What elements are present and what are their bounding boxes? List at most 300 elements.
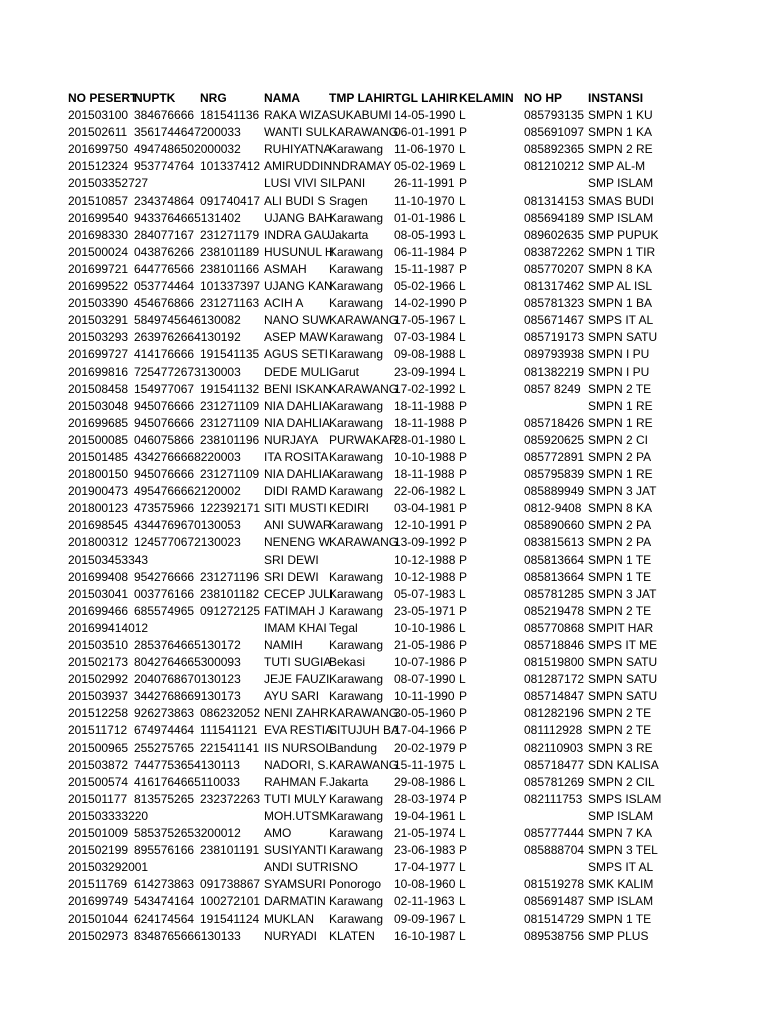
- cell-nama[interactable]: NADORI, S.: [264, 757, 329, 772]
- cell-nama[interactable]: ANI SUWAR: [264, 518, 332, 533]
- cell-instansi[interactable]: SMPN 1 TIR: [588, 244, 656, 259]
- cell-nuptk[interactable]: 8348765666130133: [134, 928, 241, 943]
- cell-no-hp[interactable]: 0857 8249: [524, 381, 581, 396]
- cell-tmp-lahir[interactable]: INDRAMAY: [329, 159, 392, 174]
- cell-tmp-lahir[interactable]: Karawang: [329, 603, 384, 618]
- cell-no-hp[interactable]: 085888704: [524, 843, 585, 858]
- cell-no-peserta[interactable]: 201699685: [68, 415, 129, 430]
- cell-kelamin[interactable]: P: [459, 791, 468, 806]
- cell-nuptk[interactable]: 154977067: [134, 381, 195, 396]
- cell-tmp-lahir[interactable]: Karawang: [329, 449, 384, 464]
- cell-no-hp[interactable]: 085777444: [524, 826, 585, 841]
- cell-nuptk[interactable]: 284077167: [134, 227, 195, 242]
- cell-nrg[interactable]: 238101182: [200, 586, 260, 601]
- cell-no-peserta[interactable]: 201503100: [68, 108, 129, 123]
- cell-no-hp[interactable]: 085920625: [524, 432, 585, 447]
- cell-nuptk[interactable]: 614273863: [134, 877, 195, 892]
- cell-no-hp[interactable]: 085795839: [524, 467, 585, 482]
- cell-nuptk[interactable]: 414176666: [134, 347, 195, 362]
- cell-nrg[interactable]: 091738867: [200, 877, 261, 892]
- cell-kelamin[interactable]: P: [459, 706, 468, 721]
- header-nuptk[interactable]: NUPTK: [134, 91, 176, 105]
- cell-tgl-lahir[interactable]: 10-10-1988: [394, 449, 456, 464]
- cell-nama[interactable]: MOH.UTSM: [264, 808, 330, 823]
- cell-instansi[interactable]: SMPS IT AL: [588, 860, 654, 875]
- cell-instansi[interactable]: SMPN 3 TEL: [588, 843, 658, 858]
- cell-nuptk[interactable]: 4947486502000032: [134, 142, 241, 157]
- cell-no-hp[interactable]: 081514729: [524, 911, 585, 926]
- cell-tmp-lahir[interactable]: Karawang: [329, 398, 384, 413]
- cell-tmp-lahir[interactable]: Karawang: [329, 586, 384, 601]
- cell-nama[interactable]: LUSI VIVI SILPANI: [264, 176, 366, 191]
- cell-tgl-lahir[interactable]: 30-05-1960: [394, 706, 456, 721]
- cell-no-peserta[interactable]: 201502199: [68, 843, 129, 858]
- cell-instansi[interactable]: SMP PUPUK: [588, 227, 659, 242]
- cell-no-peserta[interactable]: 201699750: [68, 142, 129, 157]
- cell-nrg[interactable]: 100272101: [200, 894, 261, 909]
- cell-kelamin[interactable]: L: [459, 484, 466, 499]
- cell-tmp-lahir[interactable]: Tegal: [329, 620, 358, 635]
- cell-tmp-lahir[interactable]: Karawang: [329, 808, 384, 823]
- cell-kelamin[interactable]: P: [459, 569, 468, 584]
- cell-tmp-lahir[interactable]: Karawang: [329, 347, 384, 362]
- header-no-hp[interactable]: NO HP: [524, 91, 563, 105]
- cell-nuptk[interactable]: 1245770672130023: [134, 535, 241, 550]
- cell-no-hp[interactable]: 083872262: [524, 244, 585, 259]
- cell-tgl-lahir[interactable]: 10-08-1960: [394, 877, 456, 892]
- cell-tmp-lahir[interactable]: Karawang: [329, 672, 384, 687]
- cell-nrg[interactable]: 231271163: [200, 296, 260, 311]
- cell-nuptk[interactable]: 4161764665110033: [134, 774, 240, 789]
- cell-no-peserta[interactable]: 201503453343: [68, 552, 149, 567]
- cell-nuptk[interactable]: 624174564: [134, 911, 195, 926]
- cell-nuptk[interactable]: 945076666: [134, 398, 195, 413]
- cell-tgl-lahir[interactable]: 23-09-1994: [394, 364, 456, 379]
- cell-instansi[interactable]: SMPN SATU: [588, 689, 658, 704]
- cell-no-peserta[interactable]: 201503937: [68, 689, 129, 704]
- cell-tgl-lahir[interactable]: 21-05-1974: [394, 826, 456, 841]
- cell-no-peserta[interactable]: 201512258: [68, 706, 129, 721]
- cell-no-peserta[interactable]: 201699816: [68, 364, 129, 379]
- cell-no-hp[interactable]: 081210212: [524, 159, 585, 174]
- cell-nuptk[interactable]: 4954766662120002: [134, 484, 241, 499]
- cell-nama[interactable]: CECEP JULI: [264, 586, 334, 601]
- cell-kelamin[interactable]: L: [459, 313, 466, 328]
- cell-tmp-lahir[interactable]: Karawang: [329, 826, 384, 841]
- cell-instansi[interactable]: SMPN 1 KA: [588, 125, 653, 140]
- cell-kelamin[interactable]: L: [459, 620, 466, 635]
- cell-instansi[interactable]: SMAS BUDI: [588, 193, 655, 208]
- cell-no-peserta[interactable]: 201503292001: [68, 860, 149, 875]
- cell-no-peserta[interactable]: 201502611: [68, 125, 128, 140]
- cell-nuptk[interactable]: 043876266: [134, 244, 195, 259]
- cell-nrg[interactable]: 238101191: [200, 843, 260, 858]
- cell-tgl-lahir[interactable]: 18-11-1988: [394, 467, 455, 482]
- cell-kelamin[interactable]: P: [459, 261, 468, 276]
- cell-kelamin[interactable]: L: [459, 808, 466, 823]
- cell-no-hp[interactable]: 082111753: [524, 791, 583, 806]
- cell-kelamin[interactable]: P: [459, 501, 468, 516]
- cell-tgl-lahir[interactable]: 15-11-1975: [394, 757, 455, 772]
- cell-tmp-lahir[interactable]: KARAWANG: [329, 535, 399, 550]
- cell-tgl-lahir[interactable]: 21-05-1986: [394, 638, 456, 652]
- cell-tmp-lahir[interactable]: Karawang: [329, 296, 384, 311]
- cell-tgl-lahir[interactable]: 10-12-1988: [394, 569, 456, 584]
- cell-nama[interactable]: AGUS SETI: [264, 347, 329, 362]
- cell-nuptk[interactable]: 384676666: [134, 108, 195, 123]
- cell-nama[interactable]: ASEP MAW: [264, 330, 329, 345]
- cell-nuptk[interactable]: 5853752653200012: [134, 826, 241, 841]
- cell-tmp-lahir[interactable]: Karawang: [329, 244, 384, 259]
- cell-nama[interactable]: INDRA GAU: [264, 227, 331, 242]
- cell-instansi[interactable]: SMPN 3 JAT: [588, 484, 657, 499]
- cell-no-hp[interactable]: 081314153: [524, 193, 585, 208]
- cell-tmp-lahir[interactable]: Jakarta: [329, 227, 369, 242]
- cell-instansi[interactable]: SMPN 2 RE: [588, 142, 653, 157]
- cell-no-peserta[interactable]: 201698545: [68, 518, 129, 533]
- cell-no-hp[interactable]: 089602635: [524, 227, 585, 242]
- cell-no-peserta[interactable]: 201512324: [68, 159, 129, 174]
- cell-no-peserta[interactable]: 201503510: [68, 638, 129, 652]
- cell-no-hp[interactable]: 089793938: [524, 347, 585, 362]
- cell-kelamin[interactable]: P: [459, 535, 468, 550]
- cell-nuptk[interactable]: 3561744647200033: [134, 125, 241, 140]
- cell-tmp-lahir[interactable]: Sragen: [329, 193, 368, 208]
- cell-instansi[interactable]: SMPN 2 PA: [588, 518, 652, 533]
- cell-nama[interactable]: ACIH A: [264, 296, 304, 311]
- cell-no-peserta[interactable]: 201800150: [68, 467, 129, 482]
- cell-tgl-lahir[interactable]: 14-05-1990: [394, 108, 456, 123]
- cell-nuptk[interactable]: 454676866: [134, 296, 195, 311]
- cell-nama[interactable]: RAKA WIZA: [264, 108, 330, 123]
- cell-kelamin[interactable]: P: [459, 296, 468, 311]
- cell-nama[interactable]: IIS NURSOL: [264, 740, 333, 755]
- cell-no-peserta[interactable]: 201800123: [68, 501, 129, 516]
- cell-no-peserta[interactable]: 201502973: [68, 928, 129, 943]
- cell-kelamin[interactable]: L: [459, 757, 466, 772]
- cell-tgl-lahir[interactable]: 06-11-1984: [394, 244, 455, 259]
- cell-no-hp[interactable]: 081519800: [524, 655, 585, 670]
- cell-tmp-lahir[interactable]: Karawang: [329, 518, 384, 533]
- cell-tmp-lahir[interactable]: Karawang: [329, 638, 384, 652]
- cell-tmp-lahir[interactable]: Jakarta: [329, 774, 369, 789]
- cell-no-peserta[interactable]: 201900473: [68, 484, 129, 499]
- cell-instansi[interactable]: SMPN 1 KU: [588, 108, 653, 123]
- cell-tgl-lahir[interactable]: 23-05-1971: [394, 603, 456, 618]
- cell-nuptk[interactable]: 644776566: [134, 261, 195, 276]
- cell-nama[interactable]: ANDI SUTRISNO: [264, 860, 359, 875]
- header-nama[interactable]: NAMA: [264, 91, 300, 105]
- cell-no-peserta[interactable]: 201500024: [68, 244, 129, 259]
- cell-kelamin[interactable]: L: [459, 210, 466, 225]
- cell-no-hp[interactable]: 083815613: [524, 535, 585, 550]
- cell-tgl-lahir[interactable]: 17-02-1992: [394, 381, 456, 396]
- cell-no-hp[interactable]: 082110903: [524, 740, 584, 755]
- cell-instansi[interactable]: SMPN 1 RE: [588, 415, 653, 430]
- cell-no-peserta[interactable]: 201699408: [68, 569, 129, 584]
- cell-nama[interactable]: SITI MUSTI: [264, 501, 327, 516]
- header-no-peserta[interactable]: NO PESERT: [68, 91, 138, 105]
- cell-nama[interactable]: IMAM KHAI: [264, 620, 327, 635]
- cell-instansi[interactable]: SDN KALISA: [588, 757, 659, 772]
- cell-nrg[interactable]: 091740417: [200, 193, 261, 208]
- cell-no-peserta[interactable]: 201508458: [68, 381, 129, 396]
- cell-tmp-lahir[interactable]: KEDIRI: [329, 501, 370, 516]
- cell-tgl-lahir[interactable]: 11-10-1970: [394, 193, 455, 208]
- cell-nama[interactable]: MUKLAN: [264, 911, 315, 926]
- cell-nama[interactable]: TUTI SUGIA: [264, 655, 332, 670]
- cell-tgl-lahir[interactable]: 06-01-1991: [394, 125, 456, 140]
- cell-nrg[interactable]: 086232052: [200, 706, 261, 721]
- cell-no-hp[interactable]: 081112928: [524, 723, 583, 738]
- cell-nuptk[interactable]: 003776166: [134, 586, 195, 601]
- cell-kelamin[interactable]: P: [459, 655, 468, 670]
- cell-kelamin[interactable]: L: [459, 279, 466, 294]
- cell-kelamin[interactable]: L: [459, 108, 466, 123]
- header-tmp-lahir[interactable]: TMP LAHIR: [329, 91, 395, 105]
- cell-kelamin[interactable]: L: [459, 774, 466, 789]
- cell-instansi[interactable]: SMP AL ISL: [588, 279, 653, 294]
- cell-tgl-lahir[interactable]: 16-10-1987: [394, 928, 456, 943]
- cell-nama[interactable]: SRI DEWI: [264, 552, 319, 567]
- cell-instansi[interactable]: SMP ISLAM: [588, 894, 654, 909]
- cell-nrg[interactable]: 231271109: [200, 415, 260, 430]
- cell-nrg[interactable]: 231271109: [200, 467, 260, 482]
- cell-no-peserta[interactable]: 201503390: [68, 296, 129, 311]
- cell-kelamin[interactable]: L: [459, 877, 466, 892]
- cell-instansi[interactable]: SMPN 1 TE: [588, 911, 652, 926]
- cell-nuptk[interactable]: 053774464: [134, 279, 195, 294]
- cell-tgl-lahir[interactable]: 23-06-1983: [394, 843, 456, 858]
- cell-instansi[interactable]: SMPN 1 RE: [588, 467, 653, 482]
- cell-nuptk[interactable]: 674974464: [134, 723, 195, 738]
- cell-kelamin[interactable]: L: [459, 826, 466, 841]
- cell-kelamin[interactable]: L: [459, 381, 466, 396]
- cell-nrg[interactable]: 191541124: [200, 911, 260, 926]
- cell-nuptk[interactable]: 255275765: [134, 740, 195, 755]
- cell-no-peserta[interactable]: 201500574: [68, 774, 129, 789]
- cell-tmp-lahir[interactable]: SITUJUH BA: [329, 723, 400, 738]
- cell-instansi[interactable]: SMPN 2 TE: [588, 706, 652, 721]
- cell-nrg[interactable]: 231271179: [200, 227, 260, 242]
- cell-no-peserta[interactable]: 201503333220: [68, 808, 149, 823]
- cell-tmp-lahir[interactable]: Karawang: [329, 330, 384, 345]
- cell-nama[interactable]: SUSIYANTI: [264, 843, 327, 858]
- cell-no-peserta[interactable]: 201503048: [68, 398, 129, 413]
- cell-nama[interactable]: NENI ZAHR: [264, 706, 329, 721]
- cell-no-hp[interactable]: 085671467: [524, 313, 585, 328]
- cell-tgl-lahir[interactable]: 15-11-1987: [394, 261, 455, 276]
- cell-instansi[interactable]: SMPN 3 JAT: [588, 586, 657, 601]
- cell-kelamin[interactable]: L: [459, 159, 466, 174]
- cell-no-hp[interactable]: 085892365: [524, 142, 585, 157]
- cell-nuptk[interactable]: 3442768669130173: [134, 689, 241, 704]
- cell-nuptk[interactable]: 4344769670130053: [134, 518, 241, 533]
- cell-no-hp[interactable]: 085691487: [524, 894, 585, 909]
- cell-no-hp[interactable]: 085770207: [524, 261, 585, 276]
- cell-nuptk[interactable]: 046075866: [134, 432, 195, 447]
- cell-kelamin[interactable]: P: [459, 449, 468, 464]
- cell-no-hp[interactable]: 085889949: [524, 484, 585, 499]
- cell-instansi[interactable]: SMPN I PU: [588, 364, 650, 379]
- cell-no-peserta[interactable]: 201699540: [68, 210, 129, 225]
- cell-nama[interactable]: DARMATIN: [264, 894, 326, 909]
- cell-tgl-lahir[interactable]: 10-12-1988: [394, 552, 456, 567]
- cell-no-hp[interactable]: 089538756: [524, 928, 585, 943]
- cell-nama[interactable]: UJANG KAN: [264, 279, 333, 294]
- cell-tgl-lahir[interactable]: 26-11-1991: [394, 176, 455, 191]
- cell-tgl-lahir[interactable]: 11-06-1970: [394, 142, 455, 157]
- cell-no-hp[interactable]: 085718426: [524, 415, 585, 430]
- cell-instansi[interactable]: SMPN 2 CIL: [588, 774, 655, 789]
- cell-kelamin[interactable]: P: [459, 638, 468, 652]
- cell-nama[interactable]: BENI ISKAN: [264, 381, 332, 396]
- cell-nrg[interactable]: 238101196: [200, 432, 260, 447]
- cell-instansi[interactable]: SMPN 8 KA: [588, 261, 653, 276]
- cell-kelamin[interactable]: L: [459, 672, 466, 687]
- cell-tgl-lahir[interactable]: 03-04-1981: [394, 501, 456, 516]
- cell-instansi[interactable]: SMPN 1 TE: [588, 552, 652, 567]
- cell-tmp-lahir[interactable]: Karawang: [329, 911, 384, 926]
- cell-nama[interactable]: TUTI MULY: [264, 791, 327, 806]
- cell-nuptk[interactable]: 954276666: [134, 569, 195, 584]
- cell-tmp-lahir[interactable]: KARAWANG: [329, 125, 399, 140]
- cell-kelamin[interactable]: P: [459, 843, 468, 858]
- cell-nuptk[interactable]: 2040768670130123: [134, 672, 241, 687]
- cell-nuptk[interactable]: 4342766668220003: [134, 449, 241, 464]
- cell-kelamin[interactable]: L: [459, 860, 466, 875]
- cell-nuptk[interactable]: 234374864: [134, 193, 195, 208]
- cell-kelamin[interactable]: L: [459, 928, 466, 943]
- cell-tgl-lahir[interactable]: 10-07-1986: [394, 655, 456, 670]
- cell-no-hp[interactable]: 081519278: [524, 877, 585, 892]
- cell-no-peserta[interactable]: 201511769: [68, 877, 128, 892]
- cell-nama[interactable]: NIA DAHLIA: [264, 467, 331, 482]
- cell-no-hp[interactable]: 085781285: [524, 586, 585, 601]
- cell-tmp-lahir[interactable]: KARAWANG: [329, 757, 399, 772]
- cell-no-hp[interactable]: 081287172: [524, 672, 585, 687]
- cell-nama[interactable]: SRI DEWI: [264, 569, 319, 584]
- cell-nama[interactable]: NENENG W: [264, 535, 330, 550]
- cell-tgl-lahir[interactable]: 07-03-1984: [394, 330, 456, 345]
- header-nrg[interactable]: NRG: [200, 91, 227, 105]
- cell-kelamin[interactable]: L: [459, 347, 466, 362]
- cell-instansi[interactable]: SMPN SATU: [588, 672, 658, 687]
- cell-no-hp[interactable]: 085793135: [524, 108, 585, 123]
- cell-instansi[interactable]: SMPN 2 TE: [588, 603, 652, 618]
- cell-nrg[interactable]: 221541141: [200, 740, 260, 755]
- cell-tgl-lahir[interactable]: 29-08-1986: [394, 774, 456, 789]
- cell-nama[interactable]: DEDE MULI: [264, 364, 330, 379]
- cell-kelamin[interactable]: P: [459, 415, 468, 430]
- cell-tmp-lahir[interactable]: KARAWANG: [329, 313, 399, 328]
- cell-nuptk[interactable]: 953774764: [134, 159, 195, 174]
- cell-no-hp[interactable]: 085719173: [524, 330, 585, 345]
- cell-tgl-lahir[interactable]: 13-09-1992: [394, 535, 456, 550]
- cell-kelamin[interactable]: P: [459, 398, 468, 413]
- cell-no-peserta[interactable]: 201699721: [68, 261, 129, 276]
- cell-no-peserta[interactable]: 201699522: [68, 279, 129, 294]
- cell-no-hp[interactable]: 081282196: [524, 706, 585, 721]
- cell-tgl-lahir[interactable]: 09-08-1988: [394, 347, 456, 362]
- cell-no-hp[interactable]: 085770868: [524, 620, 585, 635]
- cell-no-peserta[interactable]: 201699466: [68, 603, 129, 618]
- cell-no-peserta[interactable]: 201699727: [68, 347, 129, 362]
- cell-nama[interactable]: UJANG BAH: [264, 210, 333, 225]
- cell-tmp-lahir[interactable]: Ponorogo: [329, 877, 382, 892]
- cell-tgl-lahir[interactable]: 05-07-1983: [394, 586, 456, 601]
- cell-instansi[interactable]: SMPN 2 PA: [588, 449, 652, 464]
- cell-nrg[interactable]: 231271109: [200, 398, 260, 413]
- cell-no-peserta[interactable]: 201501044: [68, 911, 129, 926]
- cell-tmp-lahir[interactable]: KARAWANG: [329, 381, 399, 396]
- cell-nrg[interactable]: 111541121: [200, 723, 258, 738]
- cell-nama[interactable]: ALI BUDI S: [264, 193, 326, 208]
- cell-nama[interactable]: ITA ROSITA: [264, 449, 329, 464]
- cell-instansi[interactable]: SMPN 2 TE: [588, 381, 652, 396]
- cell-nrg[interactable]: 238101189: [200, 244, 260, 259]
- cell-kelamin[interactable]: P: [459, 723, 468, 738]
- cell-instansi[interactable]: SMP ISLAM: [588, 808, 654, 823]
- header-kelamin[interactable]: KELAMIN: [459, 91, 514, 105]
- cell-nama[interactable]: AMIRUDDIN: [264, 159, 332, 174]
- cell-tgl-lahir[interactable]: 05-02-1969: [394, 159, 456, 174]
- cell-nuptk[interactable]: 945076666: [134, 415, 195, 430]
- cell-no-hp[interactable]: 085813664: [524, 569, 585, 584]
- cell-nuptk[interactable]: 543474164: [134, 894, 195, 909]
- cell-kelamin[interactable]: L: [459, 142, 466, 157]
- cell-tmp-lahir[interactable]: Karawang: [329, 569, 384, 584]
- cell-no-hp[interactable]: 085718477: [524, 757, 585, 772]
- cell-instansi[interactable]: SMPN 8 KA: [588, 501, 653, 516]
- cell-tmp-lahir[interactable]: Karawang: [329, 894, 384, 909]
- cell-kelamin[interactable]: P: [459, 467, 468, 482]
- cell-no-peserta[interactable]: 201699749: [68, 894, 129, 909]
- cell-kelamin[interactable]: P: [459, 125, 468, 140]
- cell-tgl-lahir[interactable]: 28-03-1974: [394, 791, 456, 806]
- cell-nama[interactable]: NIA DAHLIA: [264, 415, 331, 430]
- cell-no-peserta[interactable]: 201501009: [68, 826, 129, 841]
- cell-tmp-lahir[interactable]: Karawang: [329, 484, 384, 499]
- cell-kelamin[interactable]: P: [459, 689, 468, 704]
- cell-nuptk[interactable]: 7254772673130003: [134, 364, 241, 379]
- cell-tgl-lahir[interactable]: 28-01-1980: [394, 432, 456, 447]
- cell-nuptk[interactable]: 945076666: [134, 467, 195, 482]
- cell-instansi[interactable]: SMPIT HAR: [588, 620, 654, 635]
- cell-instansi[interactable]: SMPN 1 RE: [588, 398, 653, 413]
- cell-kelamin[interactable]: L: [459, 894, 466, 909]
- cell-nama[interactable]: HUSUNUL H: [264, 244, 334, 259]
- cell-tgl-lahir[interactable]: 01-01-1986: [394, 210, 456, 225]
- cell-no-peserta[interactable]: 201503293: [68, 330, 129, 345]
- cell-no-hp[interactable]: 085219478: [524, 603, 585, 618]
- cell-instansi[interactable]: SMPN 7 KA: [588, 826, 653, 841]
- cell-tgl-lahir[interactable]: 18-11-1988: [394, 398, 455, 413]
- cell-no-peserta[interactable]: 201500965: [68, 740, 129, 755]
- cell-instansi[interactable]: SMP AL-M: [588, 159, 646, 174]
- cell-tmp-lahir[interactable]: Karawang: [329, 791, 384, 806]
- cell-nama[interactable]: AMO: [264, 826, 292, 841]
- cell-no-peserta[interactable]: 201503872: [68, 757, 129, 772]
- cell-nama[interactable]: FATIMAH J: [264, 603, 325, 618]
- cell-no-hp[interactable]: 085694189: [524, 210, 585, 225]
- cell-nrg[interactable]: 181541136: [200, 108, 260, 123]
- cell-no-peserta[interactable]: 201800312: [68, 535, 129, 550]
- cell-tmp-lahir[interactable]: KLATEN: [329, 928, 375, 943]
- cell-tmp-lahir[interactable]: Bekasi: [329, 655, 366, 670]
- cell-no-hp[interactable]: 085714847: [524, 689, 585, 704]
- cell-tgl-lahir[interactable]: 12-10-1991: [394, 518, 456, 533]
